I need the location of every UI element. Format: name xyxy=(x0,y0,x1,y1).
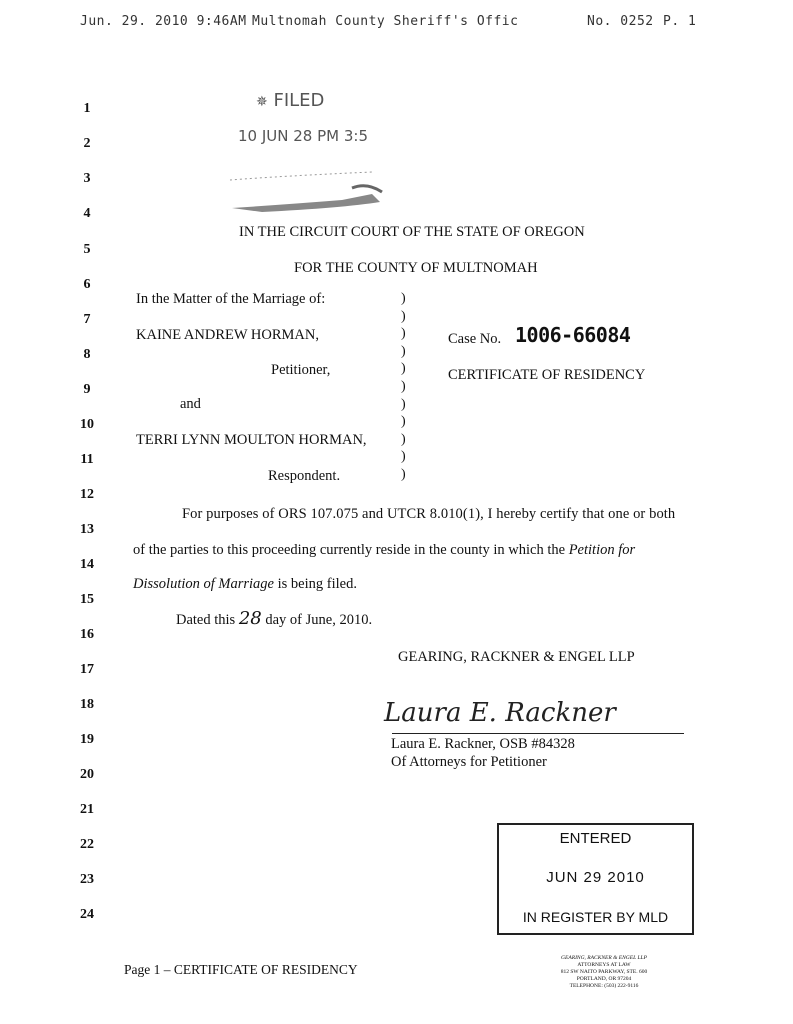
footer-firm-line: 812 SW NAITO PARKWAY, STE. 600 xyxy=(560,969,648,975)
body-line1: For purposes of ORS 107.075 and UTCR 8.010(1), I hereby certify that one or both xyxy=(182,506,676,522)
dated-line: Dated this 28 day of June, 2010. xyxy=(176,608,373,629)
line-number: 8 xyxy=(83,347,91,362)
caption-paren: ) xyxy=(401,326,406,342)
line-number: 14 xyxy=(80,557,94,572)
fax-page: P. 1 xyxy=(663,14,697,29)
caption-paren: ) xyxy=(401,414,406,430)
footer-page-label: Page 1 – CERTIFICATE OF RESIDENCY xyxy=(124,962,358,977)
caption-and: and xyxy=(180,396,201,412)
line-number: 23 xyxy=(80,872,94,887)
line-number: 6 xyxy=(83,277,91,292)
filed-stamp-title: ✵ FILED xyxy=(256,90,325,111)
case-number-label: Case No. xyxy=(448,331,502,347)
line-number: 2 xyxy=(83,136,91,151)
caption-paren: ) xyxy=(401,361,406,377)
line-number: 1 xyxy=(83,101,91,116)
entered-stamp-title: ENTERED xyxy=(559,830,632,847)
attorney-name: Laura E. Rackner, OSB #84328 xyxy=(391,736,575,752)
law-firm-name: GEARING, RACKNER & ENGEL LLP xyxy=(398,649,635,665)
footer-firm-line: GEARING, RACKNER & ENGEL LLP xyxy=(561,955,647,961)
line-number: 17 xyxy=(80,662,94,677)
respondent-role: Respondent. xyxy=(268,468,341,484)
caption-paren: ) xyxy=(401,431,406,447)
body-line3: Dissolution of Marriage is being filed. xyxy=(133,576,357,592)
line-number: 13 xyxy=(80,522,94,537)
attorney-signature: Laura E. Rackner xyxy=(384,698,616,728)
line-number: 9 xyxy=(83,382,91,397)
caption-paren: ) xyxy=(401,308,406,324)
line-number: 19 xyxy=(80,732,94,747)
line-number: 3 xyxy=(83,171,91,186)
caption-paren: ) xyxy=(401,291,406,306)
court-heading-line1: IN THE CIRCUIT COURT OF THE STATE OF OREGON xyxy=(239,224,585,240)
entered-stamp-register: IN REGISTER BY MLD xyxy=(522,909,669,925)
line-number: 24 xyxy=(80,907,94,922)
document-title: CERTIFICATE OF RESIDENCY xyxy=(448,367,646,383)
attorney-role: Of Attorneys for Petitioner xyxy=(391,754,547,770)
line-number: 15 xyxy=(80,592,94,607)
footer-firm-line: ATTORNEYS AT LAW xyxy=(577,962,631,968)
entered-stamp-date: JUN 29 2010 xyxy=(546,869,645,886)
fax-datetime: Jun. 29. 2010 9:46AM xyxy=(80,14,247,29)
caption-paren: ) xyxy=(401,467,406,482)
petitioner-role: Petitioner, xyxy=(271,362,331,378)
line-number: 5 xyxy=(83,242,91,257)
fax-sender: Multnomah County Sheriff's Offic xyxy=(252,14,519,29)
line-number: 22 xyxy=(80,837,94,852)
body-line2: of the parties to this proceeding currently reside in the county in which the Petition for xyxy=(133,542,636,558)
caption-paren: ) xyxy=(401,396,406,412)
court-heading-line2: FOR THE COUNTY OF MULTNOMAH xyxy=(294,260,538,276)
line-number: 21 xyxy=(80,802,94,817)
line-number: 12 xyxy=(80,487,94,502)
line-number: 4 xyxy=(83,206,91,221)
filed-stamp-smudge xyxy=(222,158,392,218)
line-number: 11 xyxy=(80,452,94,467)
line-number: 7 xyxy=(83,312,91,327)
case-number: 1006-66084 xyxy=(515,323,631,347)
respondent-name: TERRI LYNN MOULTON HORMAN, xyxy=(136,432,367,448)
line-number: 20 xyxy=(80,767,94,782)
filed-stamp-date: 10 JUN 28 PM 3:5 xyxy=(238,127,368,145)
caption-matter: In the Matter of the Marriage of: xyxy=(136,291,326,307)
fax-number: No. 0252 xyxy=(587,14,654,29)
caption-paren: ) xyxy=(401,343,406,359)
caption-paren: ) xyxy=(401,379,406,394)
line-number: 18 xyxy=(80,697,94,712)
entered-stamp xyxy=(497,823,694,935)
line-number: 16 xyxy=(80,627,94,642)
petitioner-name: KAINE ANDREW HORMAN, xyxy=(136,327,319,343)
footer-firm-line: PORTLAND, OR 97204 xyxy=(576,976,632,982)
footer-firm-line: TELEPHONE: (503) 222-9116 xyxy=(569,983,639,989)
asterisk-icon: ✵ xyxy=(256,94,268,110)
caption-paren: ) xyxy=(401,449,406,465)
footer-firm-block xyxy=(549,955,659,990)
dated-day-handwritten: 28 xyxy=(238,608,262,629)
signature-line xyxy=(392,733,684,734)
line-number: 10 xyxy=(80,417,94,432)
